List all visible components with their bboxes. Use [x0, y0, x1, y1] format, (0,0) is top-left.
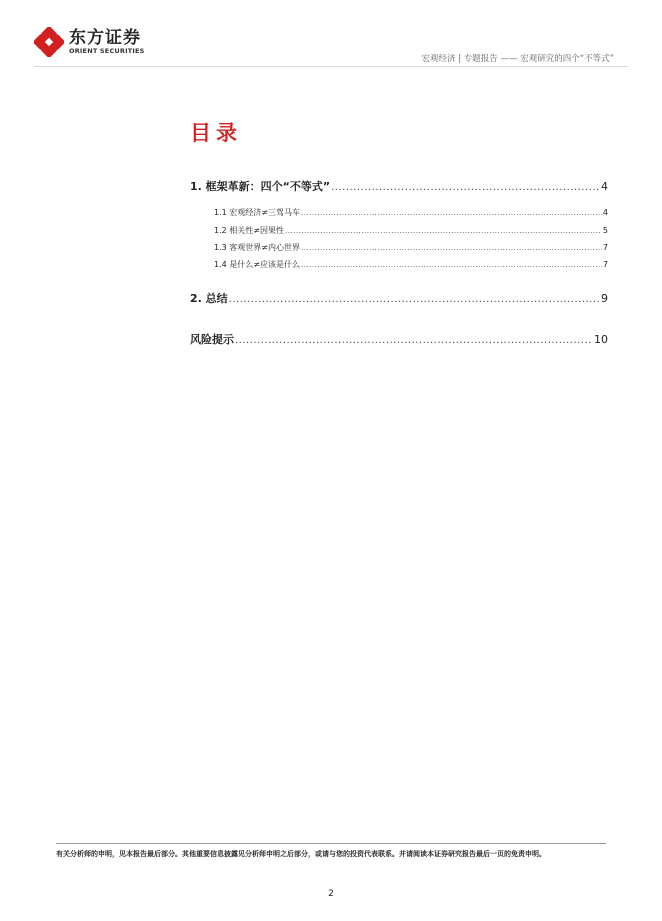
company-logo: [34, 27, 145, 57]
toc-entry-2[interactable]: [190, 290, 608, 306]
toc-entry-page: 7: [602, 260, 608, 269]
toc-entry-page: 4: [602, 208, 608, 217]
toc-entry-page: 9: [601, 292, 608, 305]
toc-entry-label: 1.4 是什么≠应该是什么: [214, 260, 300, 269]
toc-leader-dots: [301, 261, 602, 269]
toc-leader-dots: [301, 209, 602, 217]
page-number: 2: [328, 889, 334, 899]
toc-entry-page: 4: [601, 180, 608, 193]
disclaimer-text: 有关分析师的申明，见本报告最后部分。其他重要信息披露见分析师申明之后部分，或请与您的投资代表联系。并请阅读本证券研究报告最后一页的免责申明。: [56, 850, 546, 858]
orient-securities-logo-icon: [34, 27, 64, 57]
toc-entry-risk[interactable]: [190, 331, 608, 347]
toc-leader-dots: [229, 294, 600, 305]
toc-entry-1[interactable]: [190, 178, 608, 194]
toc-entry-label: 风险提示: [190, 333, 234, 346]
toc-entry-page: 10: [594, 333, 608, 346]
header-divider: [34, 66, 628, 67]
toc-leader-dots: [331, 182, 600, 193]
toc-leader-dots: [235, 335, 593, 346]
toc-title: 目录: [190, 121, 242, 145]
toc-entry-1-2[interactable]: [190, 225, 608, 236]
toc-entry-page: 7: [602, 243, 608, 252]
brand-name-cn: 东方证券: [69, 27, 141, 48]
toc-entry-label: 1.3 客观世界≠内心世界: [214, 243, 300, 252]
footer-divider: [56, 843, 606, 844]
toc-entry-label: 2. 总结: [190, 292, 228, 305]
brand-name-en: ORIENT SECURITIES: [69, 46, 145, 55]
toc-entry-label: 1. 框架革新：四个“不等式”: [190, 180, 331, 193]
toc-leader-dots: [301, 244, 602, 252]
toc-entry-label: 1.2 相关性≠因果性: [214, 226, 284, 235]
toc-entry-page: 5: [602, 226, 608, 235]
page-header: [0, 0, 662, 70]
toc-entry-1-4[interactable]: [190, 259, 608, 270]
toc-entry-label: 1.1 宏观经济≠三驾马车: [214, 208, 300, 217]
toc-leader-dots: [285, 227, 602, 235]
toc-entry-1-3[interactable]: [190, 242, 608, 253]
toc-entry-1-1[interactable]: [190, 207, 608, 218]
report-category: 宏观经济 | 专题报告 —— 宏观研究的四个“不等式”: [421, 54, 614, 64]
